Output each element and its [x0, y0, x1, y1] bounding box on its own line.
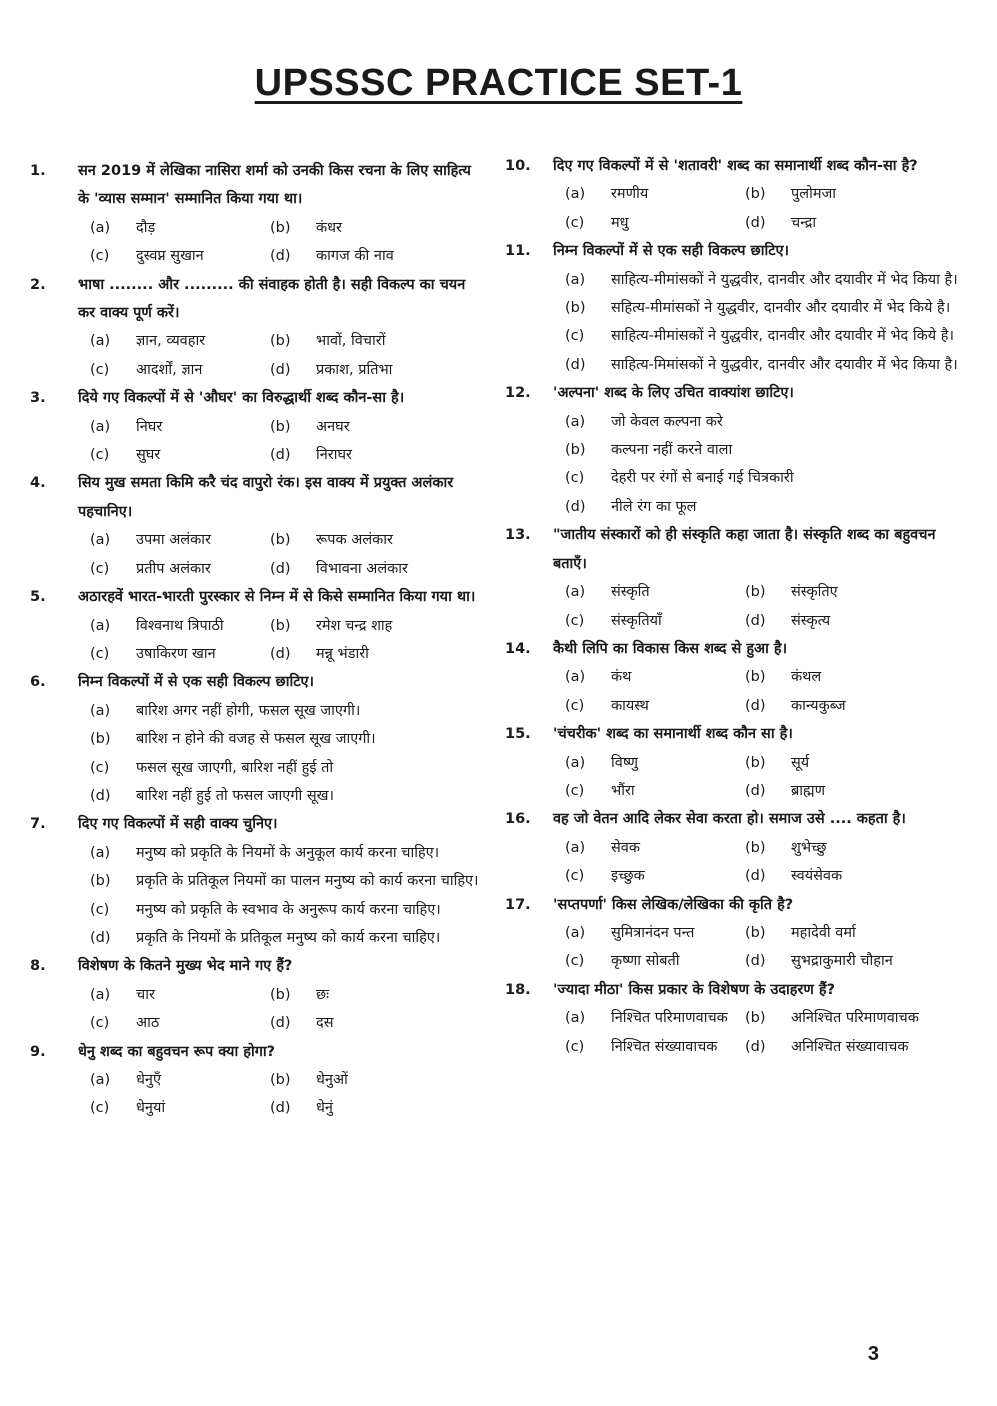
option-text: संस्कृतिए: [791, 584, 838, 601]
option-item: [745, 947, 960, 975]
option-label: (d): [745, 868, 766, 885]
page-title: UPSSSC PRACTICE SET-1: [254, 62, 743, 104]
option-label: (b): [745, 754, 766, 771]
option-label: (b): [745, 669, 766, 686]
option-label: (a): [565, 186, 586, 203]
options-list: [553, 1004, 960, 1061]
option-label: (a): [90, 617, 111, 634]
option-text: कृष्णा सोबती: [611, 953, 680, 970]
option-text: निश्चित संख्यावाचक: [611, 1038, 718, 1055]
option-item: [565, 663, 745, 691]
question-item: [30, 810, 480, 952]
option-label: (c): [90, 248, 110, 265]
question-item: [505, 720, 960, 805]
option-item: [565, 464, 960, 492]
option-label: (d): [270, 560, 291, 577]
option-label: (c): [90, 901, 110, 918]
option-text: धेनुएँ: [136, 1072, 161, 1088]
option-label: (d): [270, 1100, 291, 1117]
option-text: सुभद्राकुमारी चौहान: [791, 953, 893, 970]
option-text: रूपक अलंकार: [316, 532, 393, 549]
option-label: (d): [745, 214, 766, 231]
option-text: पुलोमजा: [791, 186, 837, 203]
question-item: [30, 668, 480, 810]
question-number: 3.: [30, 390, 46, 407]
right-column: [505, 152, 960, 1061]
option-label: (d): [565, 498, 586, 515]
option-item: [565, 947, 745, 975]
option-item: [270, 441, 480, 469]
question-number: 2.: [30, 276, 46, 293]
option-label: (c): [90, 447, 110, 464]
option-text: नीले रंग का फूल: [611, 498, 697, 515]
question-number: 7.: [30, 816, 46, 833]
option-label: (a): [565, 669, 586, 686]
option-text: निघर: [136, 418, 163, 435]
option-item: [90, 782, 480, 810]
option-label: (a): [565, 1010, 586, 1027]
options-list: [78, 981, 480, 1038]
options-list: [553, 919, 960, 976]
option-item: [565, 749, 745, 777]
option-item: [565, 294, 960, 322]
option-item: [90, 1009, 270, 1037]
option-text: प्रकृति के प्रतिकूल नियमों का पालन मनुष्य को कार्य करना चाहिए।: [136, 873, 479, 890]
option-item: [745, 834, 960, 862]
question-item: [505, 976, 960, 1061]
option-label: (b): [745, 924, 766, 941]
option-item: [90, 981, 270, 1009]
option-label: (d): [90, 787, 111, 804]
option-label: (a): [565, 924, 586, 941]
option-label: (d): [270, 361, 291, 378]
option-text: मनुष्य को प्रकृति के नियमों के अनुकूल कार्य करना चाहिए।: [136, 844, 440, 861]
option-item: [745, 209, 960, 237]
option-text: महादेवी वर्मा: [791, 924, 856, 941]
options-list: [78, 327, 480, 384]
option-label: (c): [565, 328, 585, 345]
option-text: प्रकृति के नियमों के प्रतिकूल मनुष्य को कार्य करना चाहिए।: [136, 929, 441, 946]
question-text: सन 2019 में लेखिका नासिरा शर्मा को उनकी किस रचना के लिए साहित्य के 'व्यास सम्मान' सम्मानित किया गया था।: [78, 163, 471, 208]
option-text: साहित्य-मिमांसकों ने युद्धवीर, दानवीर और दयावीर में भेद किया है।: [611, 356, 958, 373]
option-label: (d): [90, 929, 111, 946]
question-number: 6.: [30, 674, 46, 691]
option-item: [270, 555, 480, 583]
option-text: विष्णु: [611, 754, 638, 771]
option-text: भौंरा: [611, 782, 635, 799]
option-text: दुस्वप्न सुखान: [136, 248, 204, 265]
question-number: 17.: [505, 896, 531, 913]
option-label: (b): [270, 1072, 291, 1088]
option-text: साहित्य-मीमांसकों ने युद्धवीर, दानवीर और दयावीर में भेद किया है।: [611, 271, 958, 288]
options-list: [78, 413, 480, 470]
option-item: [565, 1033, 745, 1061]
option-label: (c): [90, 645, 110, 662]
option-label: (c): [565, 953, 585, 970]
question-number: 15.: [505, 726, 531, 743]
option-label: (b): [745, 186, 766, 203]
option-item: [270, 327, 480, 355]
option-text: धेनुओं: [316, 1072, 348, 1088]
question-text: दिये गए विकल्पों में से 'औघर' का विरुद्धार्थी शब्द कौन-सा है।: [78, 390, 405, 407]
question-item: [30, 157, 480, 271]
option-item: [745, 862, 960, 890]
question-number: 16.: [505, 811, 531, 828]
option-item: [270, 214, 480, 242]
question-text: सिय मुख समता किमि करै चंद वापुरो रंक। इस वाक्य में प्रयुक्त अलंकार पहचानिए।: [78, 475, 454, 520]
option-item: [90, 1094, 270, 1122]
options-list: [553, 578, 960, 635]
question-item: [505, 379, 960, 521]
option-text: विभावना अलंकार: [316, 560, 408, 577]
question-item: [505, 237, 960, 379]
option-item: [745, 692, 960, 720]
option-item: [90, 612, 270, 640]
option-text: चार: [136, 986, 155, 1003]
option-text: सूर्य: [791, 754, 810, 771]
option-label: (c): [565, 782, 585, 799]
option-text: कागज की नाव: [316, 248, 394, 265]
question-number: 8.: [30, 958, 46, 975]
option-item: [565, 493, 960, 521]
option-text: दस: [316, 1015, 334, 1032]
option-item: [565, 351, 960, 379]
option-item: [745, 578, 960, 606]
option-item: [745, 777, 960, 805]
option-text: अनघर: [316, 418, 350, 435]
option-item: [90, 356, 270, 384]
question-item: [30, 952, 480, 1037]
option-label: (a): [90, 333, 111, 350]
option-text: चन्द्रा: [791, 214, 817, 231]
question-item: [505, 152, 960, 237]
option-text: अनिश्चित संख्यावाचक: [791, 1038, 909, 1055]
option-item: [565, 919, 745, 947]
option-item: [565, 607, 745, 635]
option-item: [565, 1004, 745, 1032]
option-item: [745, 1004, 960, 1032]
option-label: (a): [565, 754, 586, 771]
option-label: (b): [745, 839, 766, 856]
option-text: प्रतीप अलंकार: [136, 560, 211, 577]
options-list: [553, 408, 960, 522]
option-item: [745, 749, 960, 777]
option-item: [745, 607, 960, 635]
option-item: [565, 266, 960, 294]
option-item: [270, 640, 480, 668]
option-item: [90, 242, 270, 270]
question-number: 18.: [505, 981, 531, 998]
option-text: कल्पना नहीं करने वाला: [611, 442, 733, 459]
question-text: 'सप्तपर्णा' किस लेखिक/लेखिका की कृति है?: [553, 896, 794, 913]
option-label: (d): [565, 356, 586, 373]
option-text: छः: [316, 986, 330, 1003]
option-label: (c): [90, 1100, 110, 1117]
option-text: फसल सूख जाएगी, बारिश नहीं हुई तो: [136, 759, 334, 776]
option-item: [90, 839, 480, 867]
option-item: [565, 862, 745, 890]
option-label: (b): [270, 532, 291, 549]
option-text: ब्राह्मण: [791, 782, 826, 799]
option-item: [90, 327, 270, 355]
option-label: (d): [270, 447, 291, 464]
option-text: बारिश न होने की वजह से फसल सूख जाएगी।: [136, 731, 376, 748]
option-label: (c): [90, 560, 110, 577]
option-text: सुमित्रानंदन पन्त: [611, 924, 695, 941]
option-item: [90, 214, 270, 242]
option-text: शुभेच्छु: [791, 839, 827, 856]
option-label: (c): [565, 697, 585, 714]
page-number: 3: [867, 1343, 879, 1365]
options-list: [78, 697, 480, 811]
option-text: धेनुयां: [136, 1100, 166, 1117]
option-text: सेवक: [611, 839, 640, 856]
option-item: [745, 1033, 960, 1061]
option-item: [565, 209, 745, 237]
option-item: [565, 322, 960, 350]
option-label: (b): [270, 333, 291, 350]
option-item: [270, 981, 480, 1009]
question-number: 4.: [30, 475, 46, 492]
option-item: [565, 436, 960, 464]
option-item: [90, 725, 480, 753]
option-item: [270, 242, 480, 270]
question-item: [30, 469, 480, 583]
option-text: जो केवल कल्पना करे: [611, 413, 723, 430]
question-text: निम्न विकल्पों में से एक सही विकल्प छाटिए।: [553, 243, 790, 260]
option-label: (d): [745, 697, 766, 714]
option-item: [270, 413, 480, 441]
option-label: (b): [90, 873, 111, 890]
question-number: 12.: [505, 385, 531, 402]
option-label: (d): [270, 248, 291, 265]
option-item: [745, 919, 960, 947]
option-text: भावों, विचारों: [316, 333, 386, 350]
option-label: (c): [565, 1038, 585, 1055]
option-text: उपमा अलंकार: [136, 532, 211, 549]
option-text: विश्वनाथ त्रिपाठी: [136, 617, 224, 634]
option-text: ज्ञान, व्यवहार: [136, 333, 206, 350]
option-label: (a): [565, 839, 586, 856]
option-label: (d): [745, 1038, 766, 1055]
question-text: भाषा ........ और ......... की संवाहक होती है। सही विकल्प का चयन कर वाक्य पूर्ण करें।: [78, 276, 466, 322]
option-item: [90, 924, 480, 952]
option-label: (a): [90, 532, 111, 549]
question-item: [30, 1038, 480, 1123]
option-label: (c): [565, 612, 585, 629]
option-text: अनिश्चित परिमाणवाचक: [791, 1010, 919, 1027]
option-item: [565, 692, 745, 720]
question-text: कैथी लिपि का विकास किस शब्द से हुआ है।: [553, 640, 788, 657]
option-label: (c): [565, 868, 585, 885]
option-label: (a): [90, 702, 111, 719]
option-item: [90, 754, 480, 782]
question-item: [505, 805, 960, 890]
question-text: धेनु शब्द का बहुवचन रूप क्या होगा?: [78, 1043, 276, 1060]
question-item: [30, 271, 480, 385]
options-list: [553, 749, 960, 806]
option-label: (b): [745, 584, 766, 601]
option-text: इच्छुक: [611, 868, 645, 885]
option-text: बारिश अगर नहीं होगी, फसल सूख जाएगी।: [136, 702, 361, 719]
question-number: 11.: [505, 243, 531, 260]
question-text: 'चंचरीक' शब्द का समानार्थी शब्द कौन सा है।: [553, 726, 793, 743]
question-number: 9.: [30, 1043, 46, 1060]
option-item: [90, 413, 270, 441]
option-item: [270, 526, 480, 554]
option-item: [90, 867, 480, 895]
option-label: (a): [90, 1072, 111, 1088]
question-text: दिए गए विकल्पों में से 'शतावरी' शब्द का समानार्थी शब्द कौन-सा है?: [553, 158, 918, 174]
option-text: संस्कृत्य: [791, 612, 831, 629]
option-item: [270, 612, 480, 640]
option-text: धेनुं: [316, 1100, 333, 1117]
question-item: [505, 891, 960, 976]
option-text: आठ: [136, 1015, 160, 1032]
options-list: [553, 180, 960, 237]
option-text: कायस्थ: [611, 697, 649, 714]
option-text: सहित्य-मीमांसकों ने युद्धवीर, दानवीर और दयावीर में भेद किये है।: [611, 300, 951, 317]
options-list: [78, 612, 480, 669]
option-text: मधु: [611, 214, 629, 231]
option-text: दौड़: [136, 219, 156, 236]
option-label: (b): [565, 300, 586, 317]
option-text: मनुष्य को प्रकृति के स्वभाव के अनुरूप कार्य करना चाहिए।: [136, 901, 441, 918]
option-label: (b): [745, 1010, 766, 1027]
options-list: [553, 663, 960, 720]
question-text: विशेषण के कितने मुख्य भेद माने गए हैं?: [78, 958, 293, 975]
option-item: [270, 356, 480, 384]
option-label: (a): [565, 413, 586, 430]
option-text: रमेश चन्द्र शाह: [316, 617, 393, 634]
option-text: संस्कृतियाँ: [611, 612, 662, 629]
option-text: सुघर: [136, 447, 161, 464]
option-item: [90, 526, 270, 554]
question-number: 10.: [505, 158, 531, 174]
question-text: 'अल्पना' शब्द के लिए उचित वाक्यांश छाटिए।: [553, 385, 794, 402]
option-label: (b): [90, 731, 111, 748]
question-text: 'ज्यादा मीठा' किस प्रकार के विशेषण के उदाहरण हैं?: [553, 981, 835, 998]
option-label: (c): [565, 214, 585, 231]
option-label: (b): [270, 219, 291, 236]
option-item: [270, 1094, 480, 1122]
options-list: [78, 526, 480, 583]
option-text: आदर्शों, ज्ञान: [136, 361, 203, 378]
option-item: [270, 1009, 480, 1037]
option-label: (a): [90, 418, 111, 435]
option-item: [90, 697, 480, 725]
left-column: [30, 157, 480, 1123]
option-text: साहित्य-मीमांसकों ने युद्धवीर, दानवीर और दयावीर में भेद किये है।: [611, 328, 954, 345]
question-text: अठारहवें भारत-भारती पुरस्कार से निम्न में से किसे सम्मानित किया गया था।: [78, 589, 476, 606]
option-label: (d): [745, 782, 766, 799]
option-text: निश्चित परिमाणवाचक: [611, 1010, 728, 1027]
option-label: (d): [270, 1015, 291, 1032]
option-label: (a): [90, 986, 111, 1003]
option-label: (b): [565, 442, 586, 459]
option-text: कंथ: [611, 669, 632, 686]
question-item: [505, 521, 960, 635]
option-text: बारिश नहीं हुई तो फसल जाएगी सूख।: [136, 787, 334, 804]
option-item: [565, 834, 745, 862]
option-text: प्रकाश, प्रतिभा: [316, 361, 393, 378]
option-text: कंधर: [316, 219, 342, 236]
option-text: संस्कृति: [611, 584, 650, 601]
option-label: (b): [270, 617, 291, 634]
question-number: 13.: [505, 527, 531, 544]
option-label: (c): [90, 759, 110, 776]
question-text: दिए गए विकल्पों में सही वाक्य चुनिए।: [78, 816, 278, 833]
option-item: [745, 180, 960, 208]
option-item: [90, 1066, 270, 1094]
options-list: [553, 266, 960, 380]
option-label: (a): [90, 844, 111, 861]
question-number: 1.: [30, 163, 46, 179]
options-list: [78, 1066, 480, 1123]
options-list: [78, 839, 480, 953]
option-text: मन्नू भंडारी: [316, 645, 369, 662]
option-item: [565, 408, 960, 436]
options-list: [78, 214, 480, 271]
option-item: [90, 896, 480, 924]
option-label: (c): [90, 361, 110, 378]
option-text: रमणीय: [611, 186, 649, 203]
question-number: 5.: [30, 589, 46, 606]
option-label: (a): [90, 219, 111, 236]
option-label: (d): [745, 612, 766, 629]
option-label: (d): [745, 953, 766, 970]
option-item: [565, 180, 745, 208]
question-item: [505, 635, 960, 720]
option-text: उषाकिरण खान: [136, 645, 216, 662]
question-item: [30, 583, 480, 668]
option-text: कंथल: [791, 669, 822, 686]
option-label: (a): [565, 584, 586, 601]
option-label: (b): [270, 418, 291, 435]
option-item: [270, 1066, 480, 1094]
options-list: [553, 834, 960, 891]
question-text: निम्न विकल्पों में से एक सही विकल्प छाटिए।: [78, 674, 315, 691]
question-item: [30, 384, 480, 469]
option-item: [90, 441, 270, 469]
question-text: वह जो वेतन आदि लेकर सेवा करता हो। समाज उसे .... कहता है।: [553, 811, 906, 828]
option-text: देहरी पर रंगों से बनाई गई चित्रकारी: [611, 470, 794, 487]
option-label: (c): [90, 1015, 110, 1032]
question-number: 14.: [505, 640, 531, 657]
option-label: (b): [270, 986, 291, 1003]
option-item: [90, 640, 270, 668]
option-text: स्वयंसेवक: [791, 868, 843, 885]
question-text: "जातीय संस्कारों को ही संस्कृति कहा जाता है। संस्कृति शब्द का बहुवचन बताएँ।: [553, 527, 936, 572]
option-label: (d): [270, 645, 291, 662]
option-item: [90, 555, 270, 583]
option-item: [745, 663, 960, 691]
option-item: [565, 777, 745, 805]
option-text: कान्यकुब्ज: [791, 697, 846, 714]
option-label: (a): [565, 271, 586, 288]
option-label: (c): [565, 470, 585, 487]
option-item: [565, 578, 745, 606]
option-text: निराघर: [316, 447, 352, 464]
